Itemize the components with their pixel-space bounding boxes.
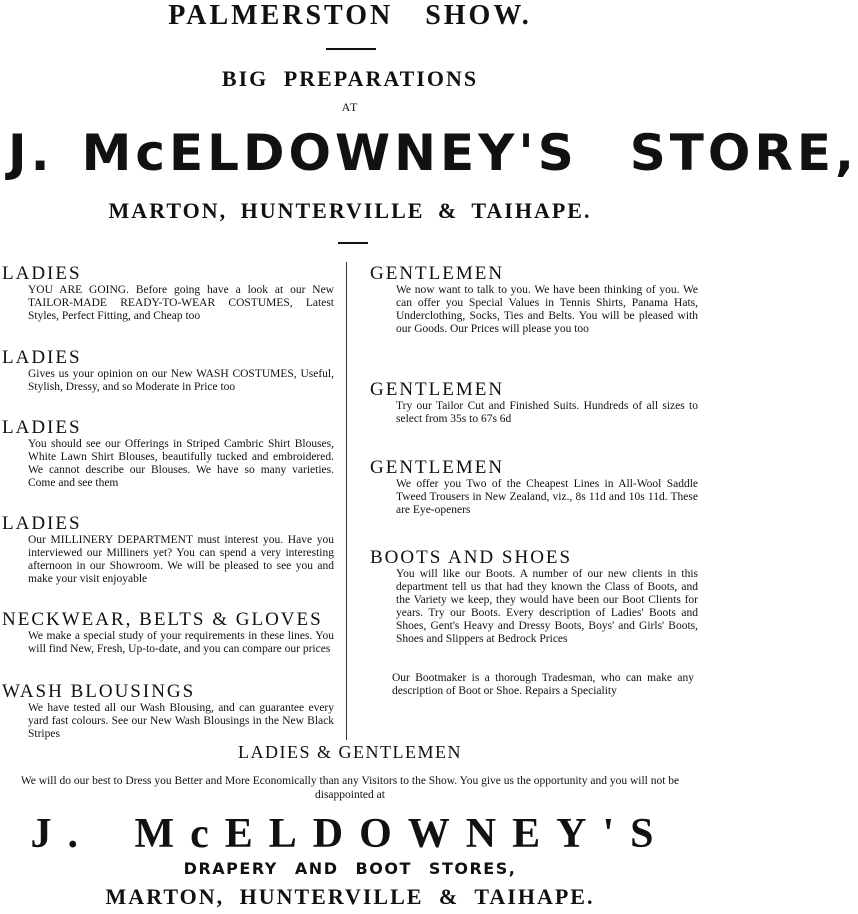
section-heading: WASH BLOUSINGS [2, 681, 196, 702]
section-body: We have tested all our Wash Blousing, and can guarantee every yard fast colours. See our New Wash Blousings in the New Black Stripes [28, 702, 334, 740]
ladies-millinery-section [2, 514, 334, 586]
wash-blousings-section [2, 682, 334, 741]
section-body: Our MILLINERY DEPARTMENT must interest you. Have you interviewed our Milliners yet? You can spend a very interesting afternoon in our Showroom. We will be pleased to see you and make your visit enjoyable [28, 534, 334, 585]
column-divider [346, 262, 347, 740]
ladies-costumes-section [2, 264, 334, 323]
section-body: Try our Tailor Cut and Finished Suits. Hundreds of all sizes to select from 35s to 67s 6d [396, 400, 698, 425]
section-body: YOU ARE GOING. Before going have a look at our New TAILOR-MADE READY-TO-WEAR COSTUMES, Latest Styles, Perfect Fitting, and Cheap too [28, 284, 334, 322]
ladies-gentlemen-heading: LADIES & GENTLEMEN [238, 742, 462, 762]
show-title: PALMERSTON SHOW. [168, 0, 532, 31]
section-heading: GENTLEMEN [370, 263, 505, 284]
gentlemen-trousers-section [370, 458, 698, 517]
at-label: AT [341, 100, 359, 114]
section-body: We make a special study of your requirements in these lines. You will find New, Fresh, Up-to-date, and you can compare our prices [28, 630, 334, 655]
section-body: You should see our Offerings in Striped Cambric Shirt Blouses, White Lawn Shirt Blouses, beautifully tucked and embroidered. We cannot describe our Blouses. We have so many varieties. Come and see them [28, 438, 334, 489]
section-body: We offer you Two of the Cheapest Lines in All-Wool Saddle Tweed Trousers in New Zealand, viz., 8s 11d and 10s 11d. These are Eye-openers [396, 478, 698, 516]
section-heading: GENTLEMEN [370, 379, 505, 400]
ladies-blouses-section [2, 418, 334, 490]
boots-and-shoes-section [370, 548, 698, 646]
store-surname: McELDOWNEY'S [81, 124, 578, 182]
closing-paragraph: We will do our best to Dress you Better and More Economically than any Visitors to the Show. You give us the opportunity and you will not be disappointed at [20, 775, 680, 801]
store-word: STORE, [629, 124, 858, 182]
towns-divider [338, 242, 368, 244]
ladies-wash-costumes-section [2, 348, 334, 394]
big-preparations-heading: BIG PREPARATIONS [221, 66, 479, 91]
section-heading: NECKWEAR, BELTS & GLOVES [2, 609, 323, 630]
section-heading: BOOTS AND SHOES [370, 547, 573, 568]
store-towns: MARTON, HUNTERVILLE & TAIHAPE. [108, 198, 592, 223]
neckwear-section [2, 610, 334, 656]
section-heading: GENTLEMEN [370, 457, 505, 478]
section-body: Our Bootmaker is a thorough Tradesman, who can make any description of Boot or Shoe. Repairs a Speciality [392, 672, 694, 697]
footer-towns: MARTON, HUNTERVILLE & TAIHAPE. [105, 884, 595, 909]
gentlemen-suits-section [370, 380, 698, 426]
section-heading: LADIES [2, 263, 82, 284]
gentlemen-shirts-section [370, 264, 698, 336]
section-body: You will like our Boots. A number of our new clients in this department tell us that had they known the Class of Boots, and the Variety we keep, they would have been our Boot Clients for years. Try our Boots. Every description of Ladies' Boots and Shoes, Gent's Heavy and Dressy Boots, Boys' and Girls' Boots, Shoes and Slippers at Bedrock Prices [396, 568, 698, 645]
store-name-banner [8, 124, 858, 182]
section-body: We now want to talk to you. We have been thinking of you. We can offer you Special Values in Tennis Shirts, Panama Hats, Underclothing, Socks, Ties and Belts. You will be pleased with our Goods. Our Prices will please you too [396, 284, 698, 335]
drapery-boot-stores: DRAPERY AND BOOT STORES, [183, 859, 517, 878]
section-heading: LADIES [2, 417, 82, 438]
store-initial: J. [8, 124, 54, 182]
section-body: Gives us your opinion on our New WASH COSTUMES, Useful, Stylish, Dressy, and so Moderate in Price too [28, 368, 334, 393]
section-heading: LADIES [2, 513, 82, 534]
title-divider [326, 48, 376, 50]
section-heading: LADIES [2, 347, 82, 368]
signature-store-name: J. McELDOWNEY'S [30, 811, 670, 857]
bootmaker-section [366, 672, 694, 698]
